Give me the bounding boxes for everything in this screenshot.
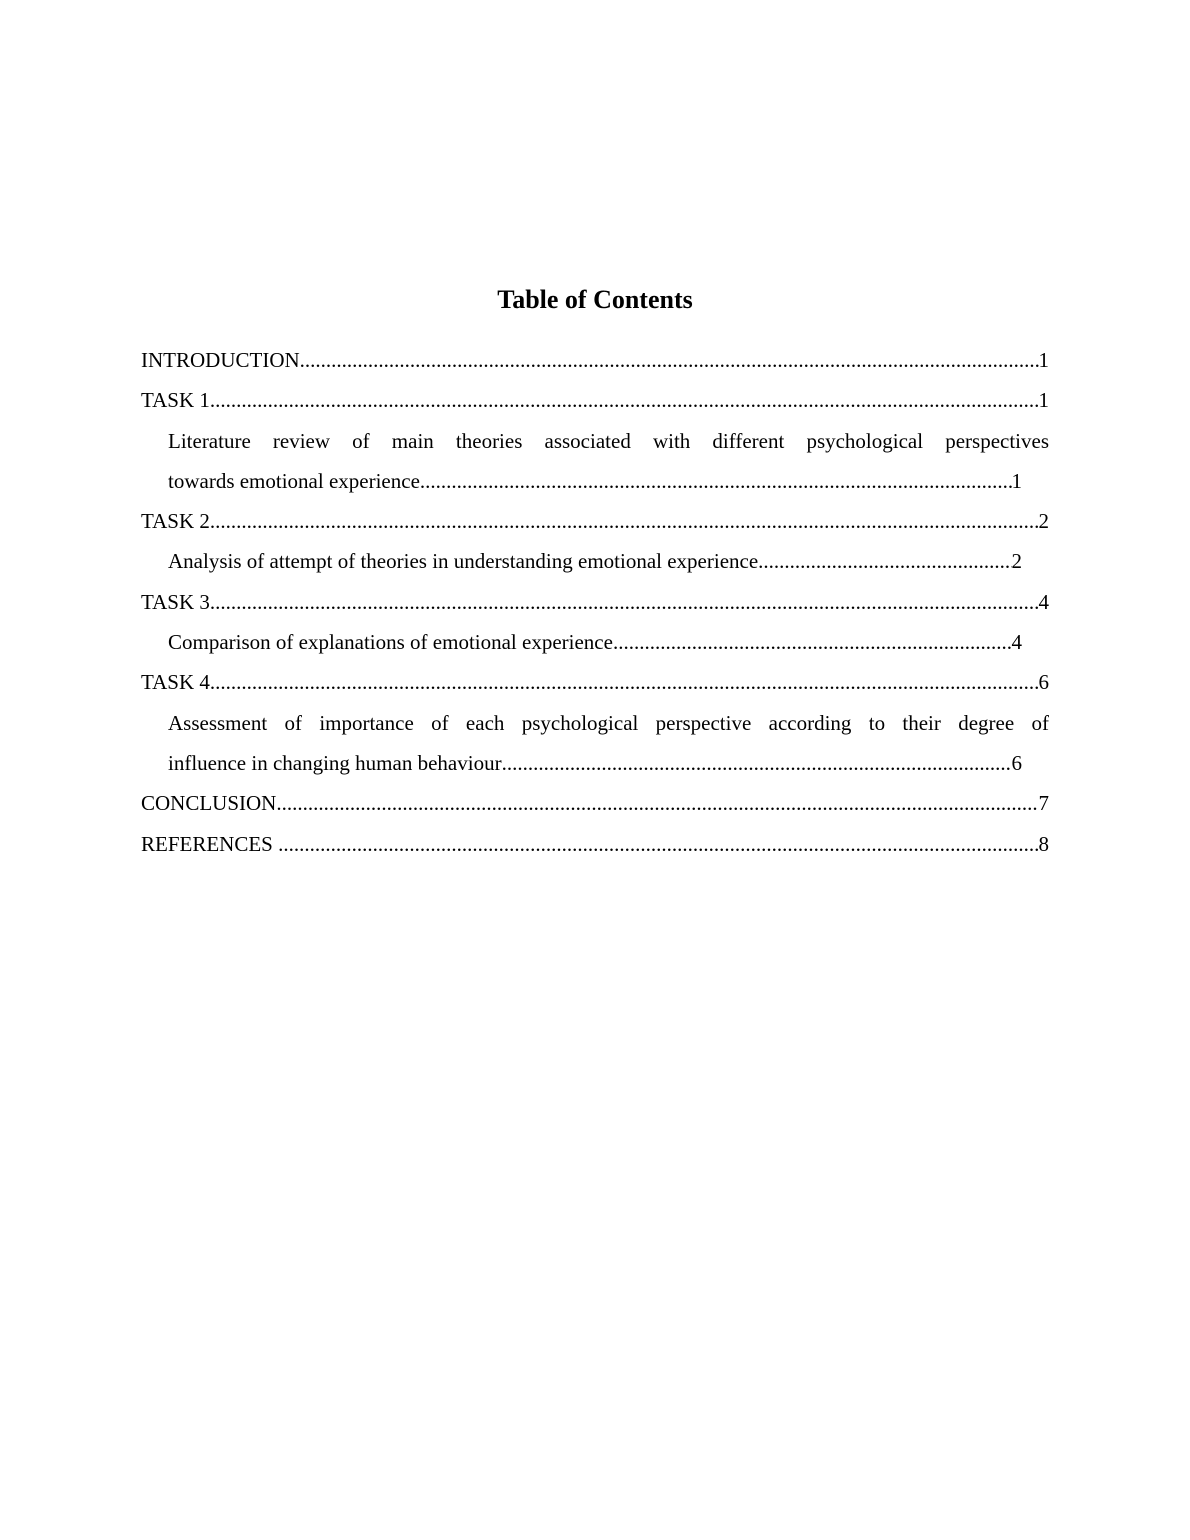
toc-page-number: 8 <box>1038 831 1049 856</box>
toc-entry-label: TASK 4 <box>141 670 210 695</box>
toc-title: Table of Contents <box>497 285 693 314</box>
toc-entry-label: TASK 3 <box>141 589 210 614</box>
dot-leader <box>210 582 1039 622</box>
dot-leader <box>502 743 1012 783</box>
toc-entry-task-1[interactable] <box>141 380 1049 420</box>
toc-page-number: 4 <box>1011 630 1022 655</box>
table-of-contents <box>141 340 1049 864</box>
toc-entry-references[interactable] <box>141 824 1049 864</box>
dot-leader <box>210 501 1039 541</box>
toc-entry-label-line-1: Assessment of importance of each psychological perspective according to their degree of <box>168 710 1049 735</box>
toc-page-number: 1 <box>1011 468 1022 493</box>
toc-page-number: 2 <box>1038 509 1049 534</box>
toc-entry-label-line-2: towards emotional experience <box>168 468 420 493</box>
toc-entry-conclusion[interactable] <box>141 783 1049 823</box>
toc-entry-label-line-1: Literature review of main theories associated with different psychological perspectives <box>168 428 1049 453</box>
toc-entry-label: Comparison of explanations of emotional experience <box>168 630 613 655</box>
toc-entry-label: Analysis of attempt of theories in understanding emotional experience <box>168 549 759 574</box>
dot-leader <box>613 622 1012 662</box>
toc-page-number: 7 <box>1038 791 1049 816</box>
dot-leader <box>300 340 1039 380</box>
toc-entry-task-2[interactable] <box>141 501 1049 541</box>
toc-entry-label: REFERENCES <box>141 831 279 856</box>
toc-page-number: 1 <box>1038 388 1049 413</box>
toc-entry-introduction[interactable] <box>141 340 1049 380</box>
dot-leader <box>278 824 1038 864</box>
toc-entry-label-line-2: influence in changing human behaviour <box>168 750 502 775</box>
toc-entry-analysis-of-attempt[interactable] <box>141 541 1022 581</box>
toc-page-number: 6 <box>1011 750 1022 775</box>
toc-page-number: 6 <box>1038 670 1049 695</box>
toc-entry-literature-review[interactable] <box>141 421 1049 502</box>
toc-entry-comparison-of-explanations[interactable] <box>141 622 1022 662</box>
toc-entry-task-3[interactable] <box>141 582 1049 622</box>
toc-page-number: 4 <box>1038 589 1049 614</box>
toc-entry-label: TASK 2 <box>141 509 210 534</box>
toc-entry-label: INTRODUCTION <box>141 348 300 372</box>
dot-leader <box>420 461 1012 501</box>
toc-entry-task-4[interactable] <box>141 662 1049 702</box>
toc-page-number: 2 <box>1011 549 1022 574</box>
toc-entry-label: TASK 1 <box>141 388 210 413</box>
dot-leader <box>758 541 1011 581</box>
toc-page-number: 1 <box>1038 348 1049 372</box>
dot-leader <box>276 783 1038 823</box>
toc-entry-assessment-of-importance[interactable] <box>141 703 1049 784</box>
toc-entry-label: CONCLUSION <box>141 791 277 816</box>
dot-leader <box>210 662 1039 702</box>
dot-leader <box>210 380 1039 420</box>
